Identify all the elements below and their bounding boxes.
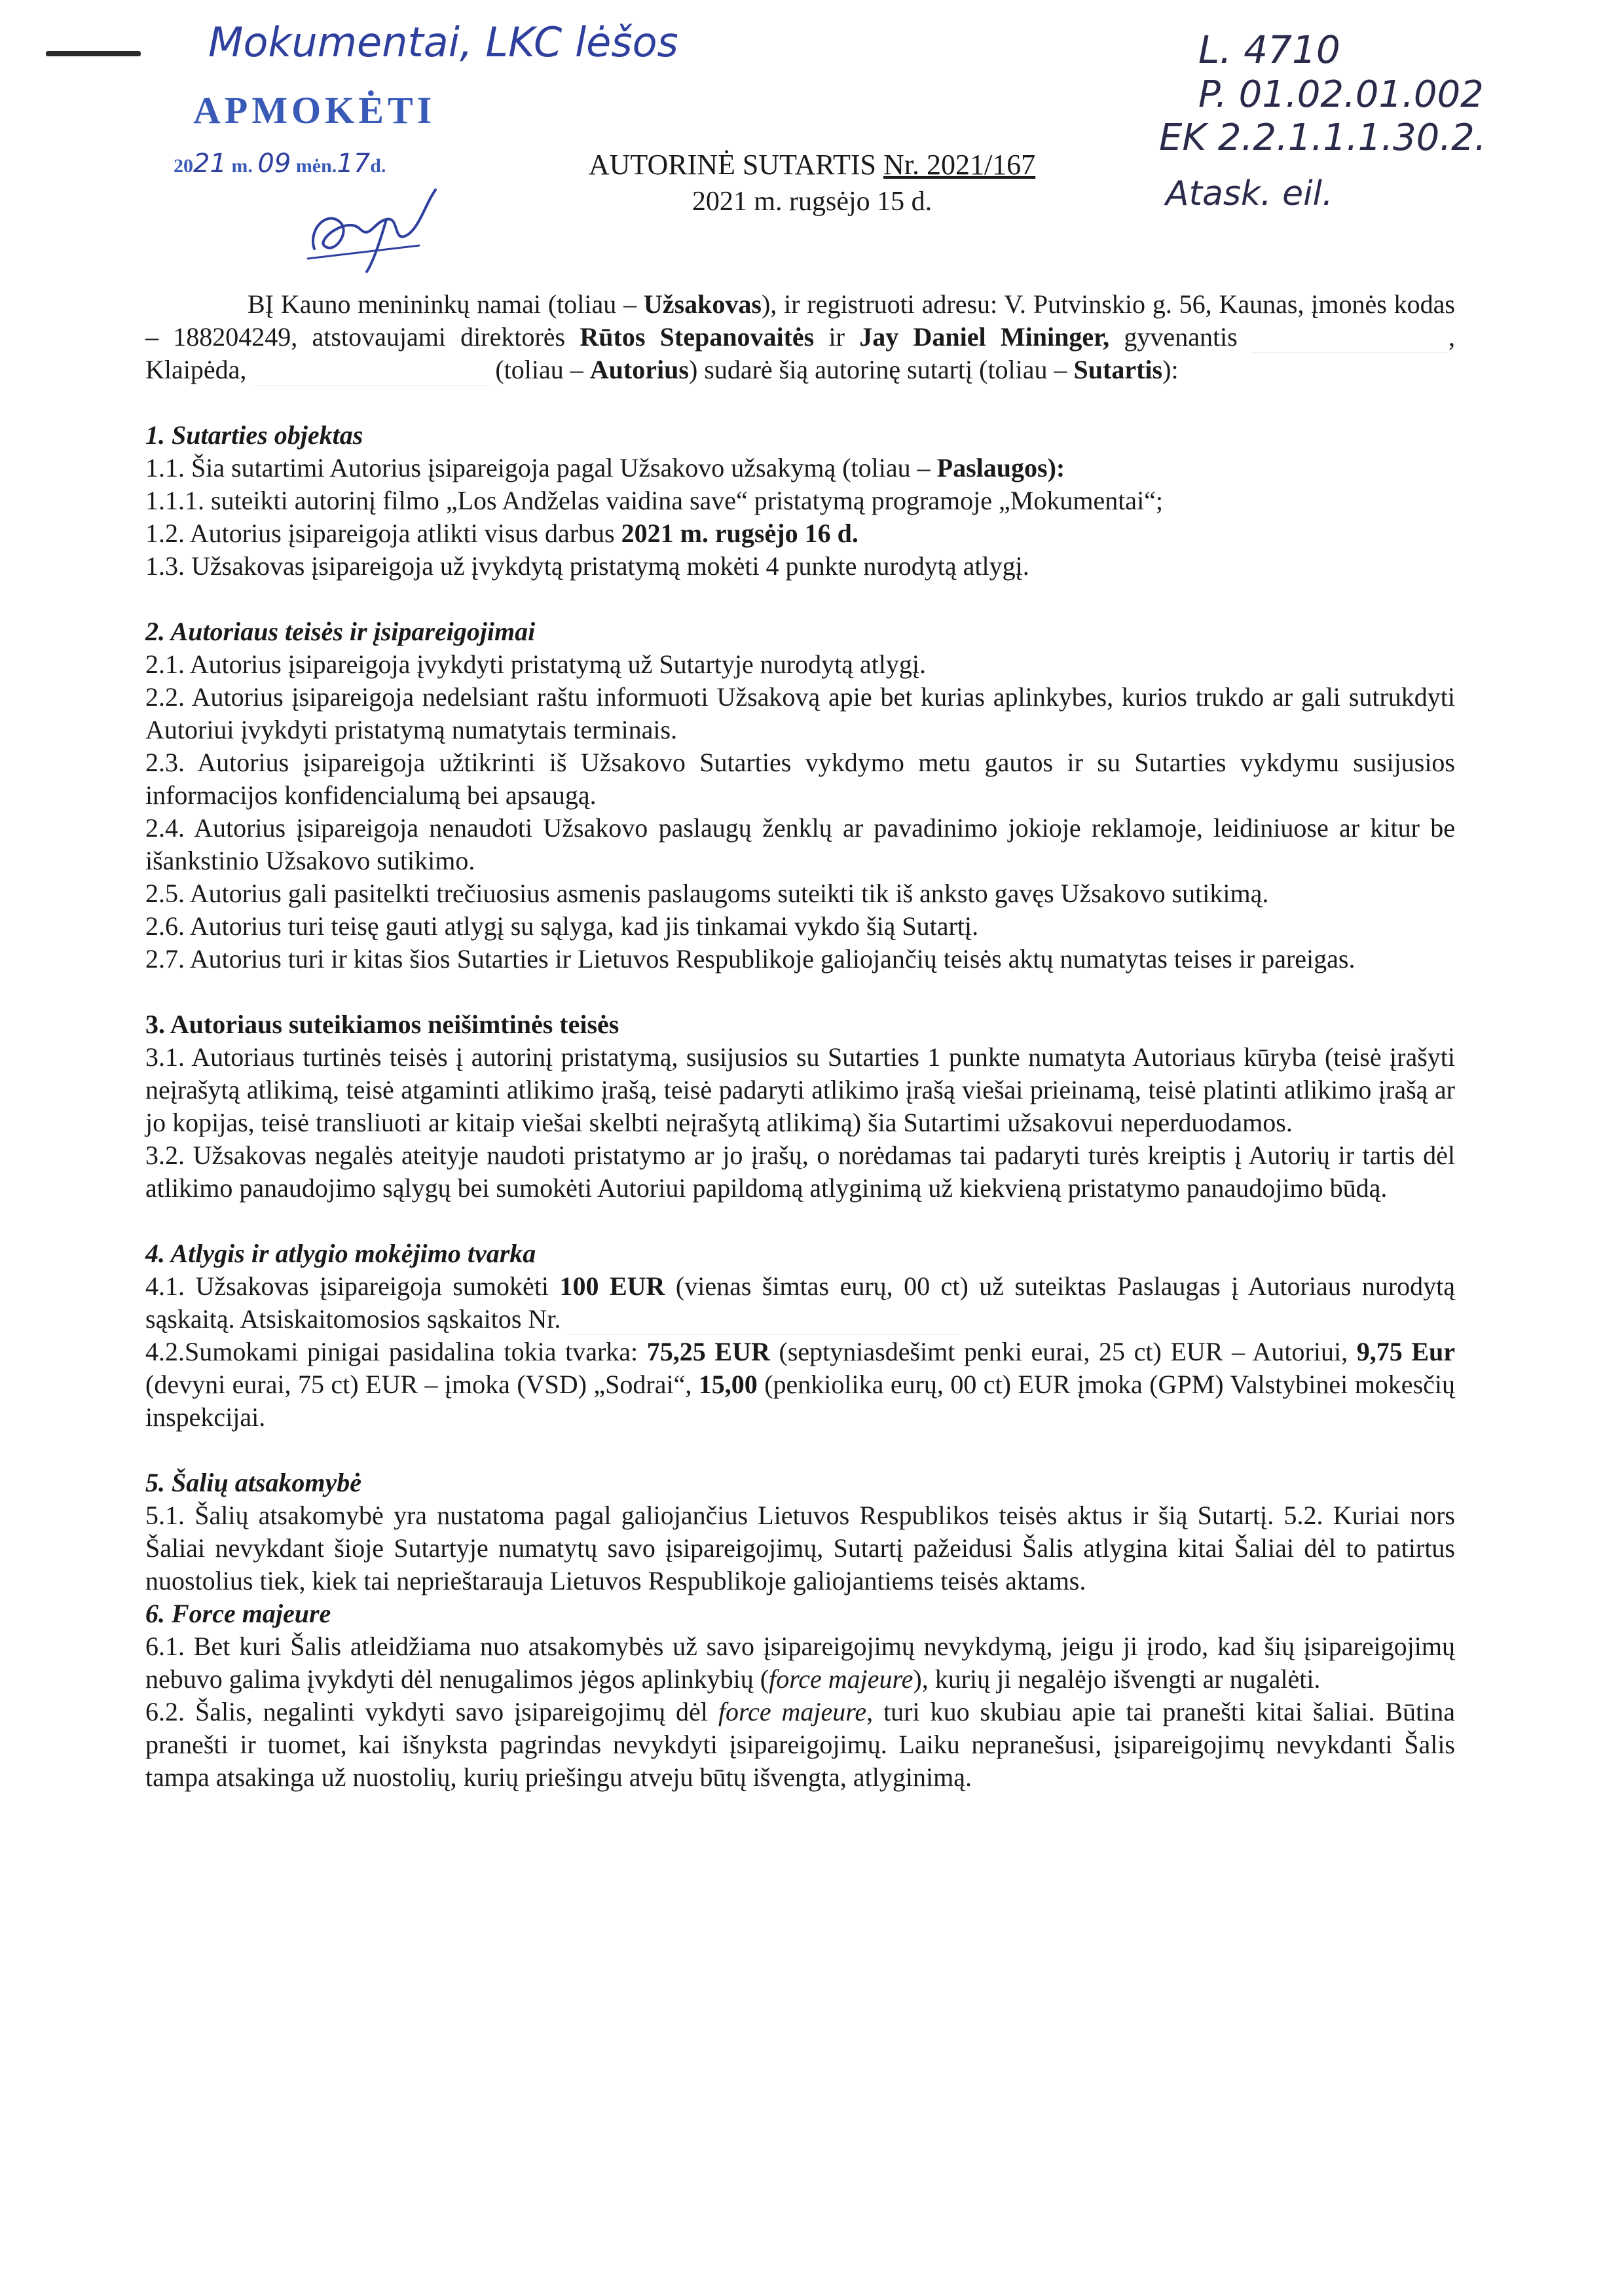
- stamp-month-hand: 09: [257, 149, 291, 179]
- handwritten-note-program: Mokumentai, LKC lėšos: [208, 18, 678, 66]
- clause-1-1-1: 1.1.1. suteikti autorinį filmo „Los Andželas vaidina save“ pristatymą programoje „Mokumentai“;: [145, 486, 1164, 515]
- section-1-heading: 1. Sutarties objektas: [145, 420, 363, 450]
- stamp-day-hand: 17: [337, 149, 371, 179]
- clause-6-1: 6.1. Bet kuri Šalis atleidžiama nuo atsakomybės už savo įsipareigojimų nevykdymą, jeigu ji įrodo, kad šių įsipareigojimų nebuvo galima įvykdyti dėl nenugalimos jėgos aplinkybių (force majeure), kurių ji negalėjo išvengti ar nugalėti.: [145, 1631, 1455, 1694]
- redacted-address: [1252, 326, 1449, 353]
- clause-4-2: 4.2.Sumokami pinigai pasidalina tokia tvarka: 75,25 EUR (septyniasdešimt penki eurai, 25 ct) EUR – Autoriui, 9,75 Eur (devyni eurai, 75 ct) EUR – įmoka (VSD) „Sodrai“, 15,00 (penkiolika eurų, 00 ct) EUR įmoka (GPM) Valstybinei mokesčių inspekcijai.: [145, 1337, 1456, 1432]
- clause-2-3: 2.3. Autorius įsipareigoja užtikrinti iš Užsakovo Sutarties vykdymo metu gautos ir su Sutarties vykdymu susijusios informacijos konfidencialumą bei apsaugą.: [145, 748, 1455, 810]
- clause-2-1: 2.1. Autorius įsipareigoja įvykdyti pristatymą už Sutartyje nurodytą atlygį.: [145, 649, 927, 679]
- clause-1-2: 1.2. Autorius įsipareigoja atlikti visus darbus 2021 m. rugsėjo 16 d.: [145, 519, 858, 548]
- section-4-heading: 4. Atlygis ir atlygio mokėjimo tvarka: [145, 1239, 536, 1268]
- redacted-account-number: [567, 1308, 960, 1335]
- section-5-heading: 5. Šalių atsakomybė: [145, 1468, 362, 1497]
- document-title: AUTORINĖ SUTARTIS Nr. 2021/167: [588, 149, 1036, 181]
- clause-3-2: 3.2. Užsakovas negalės ateityje naudoti pristatymo ar jo įrašų, o norėdamas tai padaryti turės kreiptis į Autorių ir tartis dėl atlikimo panaudojimo sąlygų bei sumokėti Autoriui papildomą atlyginimą už kiekvieną pristatymo panaudojimo būdą.: [145, 1140, 1455, 1203]
- redacted-personal-code: [253, 359, 489, 386]
- intro-paragraph: BĮ Kauno menininkų namai (toliau – Užsakovas), ir registruoti adresu: V. Putvinskio g. 56, Kaunas, įmonės kodas – 188204249, atstovaujami direktorės Rūtos Stepanovaitės ir Jay Daniel Mininger, gyvenantis , Klaipėda, (toliau – Autorius) sudarė šią autorinę sutartį (toliau – Sutartis):: [145, 288, 1455, 386]
- clause-3-1: 3.1. Autoriaus turtinės teisės į autorinį pristatymą, susijusios su Sutarties 1 punkte numatyta Autoriaus kūryba (teisė įrašyti neįrašytą atlikimą, teisė atgaminti atlikimo įrašą, teisė padaryti atlikimo įrašą viešai prieinamą, teisė platinti atlikimo įrašą ar jo kopijas, teisė transliuoti ar kitaip viešai skelbti neįrašytą atlikimą) šia Sutartimi užsakovui neperduodamos.: [145, 1042, 1455, 1137]
- clause-2-6: 2.6. Autorius turi teisę gauti atlygį su sąlyga, kad jis tinkamai vykdo šią Sutartį.: [145, 911, 979, 941]
- pen-dash-mark: [46, 51, 141, 56]
- handwritten-ref-ek: EK 2.2.1.1.1.30.2.: [1159, 117, 1486, 159]
- handwritten-ref-p: P. 01.02.01.002: [1198, 73, 1484, 116]
- handwritten-ref-ataskaita: Atask. eil.: [1166, 174, 1333, 213]
- clause-1-1: 1.1. Šia sutartimi Autorius įsipareigoja pagal Užsakovo užsakymą (toliau – Paslaugos):: [145, 453, 1065, 483]
- stamp-date: 2021 m. 09 mėn.17d.: [174, 149, 386, 179]
- clause-5-1: 5.1. Šalių atsakomybė yra nustatoma pagal galiojančius Lietuvos Respublikos teisės aktus ir šią Sutartį. 5.2. Kuriai nors Šaliai nevykdant šioje Sutartyje numatytų savo įsipareigojimų, Sutartį pažeidusi Šalis atlygina kitai Šaliai dėl to patirtus nuostolius tiek, kiek tai neprieštarauja Lietuvos Respublikoje galiojantiems teisės aktams.: [145, 1501, 1455, 1595]
- stamp-title: APMOKĖTI: [193, 89, 436, 132]
- clause-6-2: 6.2. Šalis, negalinti vykdyti savo įsipareigojimų dėl force majeure, turi kuo skubiau apie tai pranešti kitai šaliai. Būtina pranešti ir tuomet, kai išnyksta pagrindas nevykdyti įsipareigojimų. Laiku nepranešusi, įsipareigojimų nevykdanti Šalis tampa atsakinga už nuostolių, kurių priešingu atveju būtų išvengta, atlyginimą.: [145, 1697, 1456, 1792]
- contract-number: Nr. 2021/167: [883, 149, 1036, 181]
- clause-1-3: 1.3. Užsakovas įsipareigoja už įvykdytą pristatymą mokėti 4 punkte nurodytą atlygį.: [145, 551, 1029, 581]
- clause-2-5: 2.5. Autorius gali pasitelkti trečiuosius asmenis paslaugoms suteikti tik iš anksto gavęs Užsakovo sutikimą.: [145, 879, 1269, 908]
- clause-4-1: 4.1. Užsakovas įsipareigoja sumokėti 100 EUR (vienas šimtas eurų, 00 ct) už suteiktas Paslaugas į Autoriaus nurodytą sąskaitą. Atsiskaitomosios sąskaitos Nr.: [145, 1270, 1455, 1336]
- section-3-heading: 3. Autoriaus suteikiamos neišimtinės teisės: [145, 1010, 619, 1039]
- section-2-heading: 2. Autoriaus teisės ir įsipareigojimai: [145, 617, 536, 646]
- handwritten-ref-l: L. 4710: [1198, 27, 1340, 72]
- document-date: 2021 m. rugsėjo 15 d.: [692, 187, 932, 217]
- document-body: [145, 288, 1455, 1794]
- section-6-heading: 6. Force majeure: [145, 1599, 331, 1628]
- clause-2-2: 2.2. Autorius įsipareigoja nedelsiant raštu informuoti Užsakovą apie bet kurias aplinkybes, kurios trukdo ar gali sutrukdyti Autoriui įvykdyti pristatymą numatytais terminais.: [145, 682, 1455, 744]
- clause-2-7: 2.7. Autorius turi ir kitas šios Sutarties ir Lietuvos Respublikoje galiojančių teisės aktų numatytas teises ir pareigas.: [145, 944, 1356, 974]
- stamp-year-hand: 21: [193, 149, 227, 179]
- clause-2-4: 2.4. Autorius įsipareigoja nenaudoti Užsakovo paslaugų ženklų ar pavadinimo jokioje reklamoje, leidiniuose ar kitur be išankstinio Užsakovo sutikimo.: [145, 813, 1455, 875]
